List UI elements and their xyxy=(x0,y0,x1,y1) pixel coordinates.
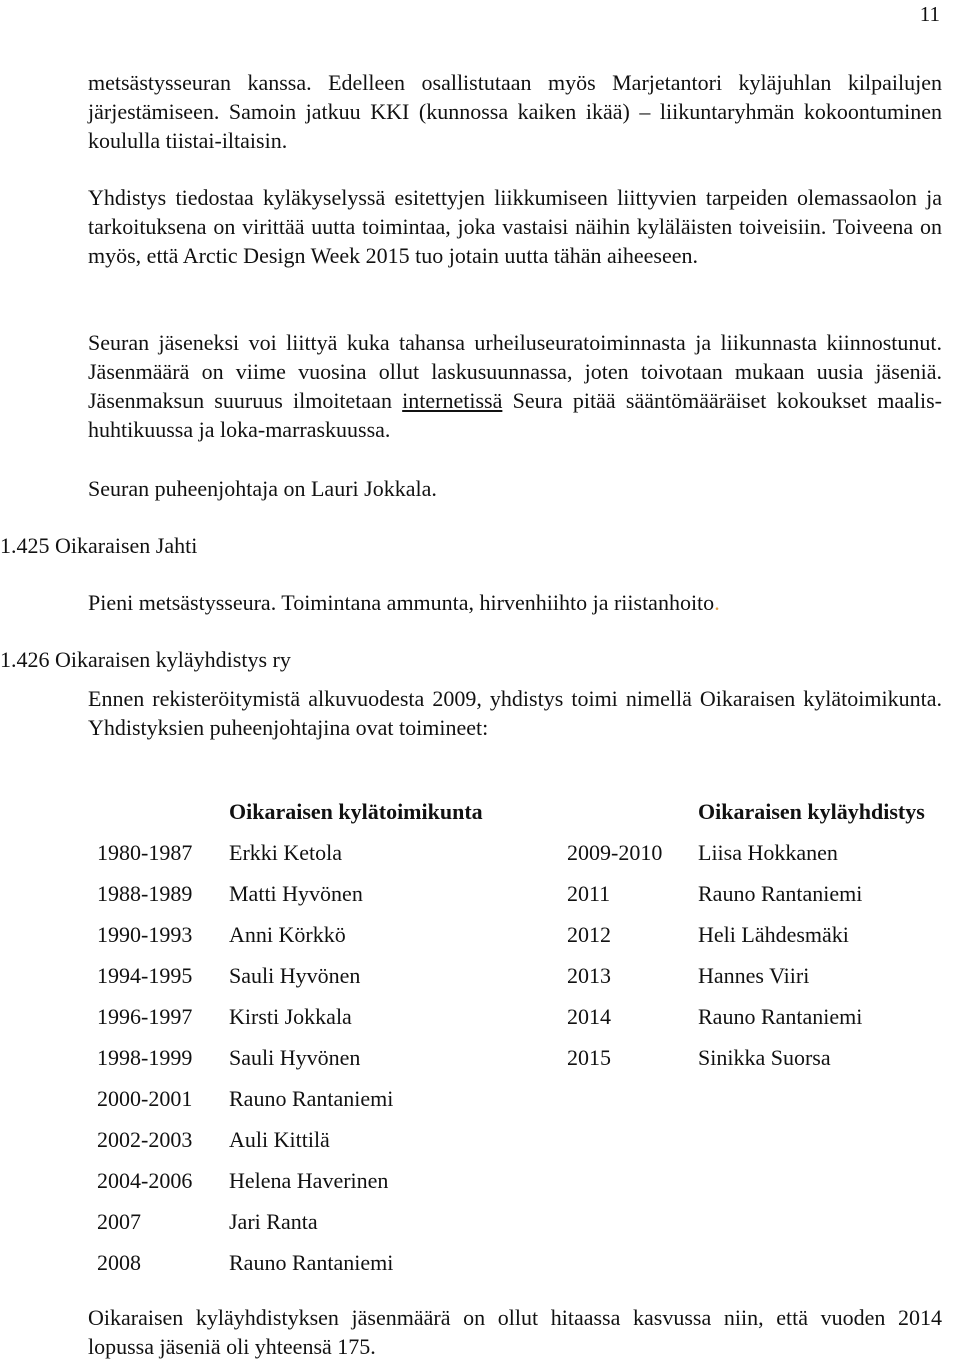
table-cell-left-name: Rauno Rantaniemi xyxy=(229,1086,394,1111)
jahti-text: Pieni metsästysseura. Toimintana ammunta, hirvenhiihto ja riistanhoito xyxy=(88,590,715,615)
table-cell-left-years: 1988-1989 xyxy=(97,881,193,906)
table-header-kylayhdistys: Oikaraisen kyläyhdistys xyxy=(698,799,925,824)
table-cell-left-years: 1990-1993 xyxy=(97,922,193,947)
table-cell-left-years: 2004-2006 xyxy=(97,1168,193,1193)
table-cell-left-years: 2002-2003 xyxy=(97,1127,193,1152)
table-cell-right-name: Sinikka Suorsa xyxy=(698,1045,831,1070)
table-cell-left-name: Matti Hyvönen xyxy=(229,881,363,906)
table-cell-left-years: 2000-2001 xyxy=(97,1086,193,1111)
table-cell-left-name: Anni Körkkö xyxy=(229,922,346,947)
table-cell-left-years: 2008 xyxy=(97,1250,141,1275)
table-cell-right-years: 2011 xyxy=(567,881,611,906)
table-cell-left-years: 1980-1987 xyxy=(97,840,193,865)
jahti-trailing-dot: . xyxy=(714,590,720,615)
paragraph-survey-needs: Yhdistys tiedostaa kyläkyselyssä esitettyjen liikkumiseen liittyvien tarpeiden olemassaolon ja tarkoituksena on virittää uutta toimintaa, joka vastaisi näihin kyläläisten toiveisiin. Toiveena on myös, että Arctic Design Week 2015 tuo jotain uutta tähän aiheeseen. xyxy=(88,185,942,268)
table-cell-left-name: Jari Ranta xyxy=(229,1209,318,1234)
table-cell-right-years: 2009-2010 xyxy=(567,840,663,865)
table-cell-right-name: Rauno Rantaniemi xyxy=(698,881,863,906)
paragraph-hiking-activities: metsästysseuran kanssa. Edelleen osallistutaan myös Marjetantori kyläjuhlan kilpailujen järjestämiseen. Samoin jatkuu KKI (kunnossa kaiken ikää) – liikuntaryhmän kokoontuminen koululla tiistai-iltaisin. xyxy=(88,70,942,153)
page-number: 11 xyxy=(919,2,940,26)
table-cell-left-name: Sauli Hyvönen xyxy=(229,963,361,988)
internet-link[interactable]: internetissä xyxy=(402,388,503,413)
table-cell-left-name: Rauno Rantaniemi xyxy=(229,1250,394,1275)
table-cell-left-name: Auli Kittilä xyxy=(229,1127,330,1152)
table-cell-left-name: Helena Haverinen xyxy=(229,1168,389,1193)
table-cell-left-name: Erkki Ketola xyxy=(229,840,343,865)
table-cell-left-name: Sauli Hyvönen xyxy=(229,1045,361,1070)
table-cell-left-years: 1994-1995 xyxy=(97,963,193,988)
table-cell-right-years: 2015 xyxy=(567,1045,611,1070)
paragraph-kylayhdistys: Ennen rekisteröitymistä alkuvuodesta 2009, yhdistys toimi nimellä Oikaraisen kylätoimikunta. Yhdistyksien puheenjohtajina ovat toimineet: xyxy=(88,686,942,740)
table-cell-right-name: Heli Lähdesmäki xyxy=(698,922,849,947)
table-cell-right-years: 2012 xyxy=(567,922,611,947)
table-cell-left-years: 1996-1997 xyxy=(97,1004,193,1029)
table-cell-right-years: 2013 xyxy=(567,963,611,988)
paragraph-member-count: Oikaraisen kyläyhdistyksen jäsenmäärä on ollut hitaassa kasvussa niin, että vuoden 2014 lopussa jäseniä oli yhteensä 175. xyxy=(88,1305,942,1359)
table-header-kylatoimikunta: Oikaraisen kylätoimikunta xyxy=(229,799,483,824)
table-cell-right-years: 2014 xyxy=(567,1004,611,1029)
table-cell-left-years: 2007 xyxy=(97,1209,141,1234)
section-heading-1-425: 1.425 Oikaraisen Jahti xyxy=(0,533,198,558)
table-cell-right-name: Rauno Rantaniemi xyxy=(698,1004,863,1029)
membership-text-end: Seura pitää sääntömääräiset kokoukset maalis-huhtikuussa ja loka-marraskuussa. xyxy=(88,388,942,442)
table-cell-left-years: 1998-1999 xyxy=(97,1045,193,1070)
membership-text-start: Seuran jäseneksi voi liittyä kuka tahansa urheiluseuratoiminnasta ja liikunnasta kiinnostunut. Jäsenmäärä on viime vuosina ollut laskusuunnassa, joten toivotaan mukaan uusia jäseniä. Jäsenmaksun suuruus ilmoitetaan xyxy=(88,330,942,413)
table-cell-right-name: Hannes Viiri xyxy=(698,963,810,988)
section-heading-1-426: 1.426 Oikaraisen kyläyhdistys ry xyxy=(0,647,291,672)
table-cell-right-name: Liisa Hokkanen xyxy=(698,840,838,865)
paragraph-membership xyxy=(88,328,942,444)
paragraph-chairman: Seuran puheenjohtaja on Lauri Jokkala. xyxy=(88,476,437,501)
table-cell-left-name: Kirsti Jokkala xyxy=(229,1004,352,1029)
paragraph-jahti xyxy=(88,588,942,617)
